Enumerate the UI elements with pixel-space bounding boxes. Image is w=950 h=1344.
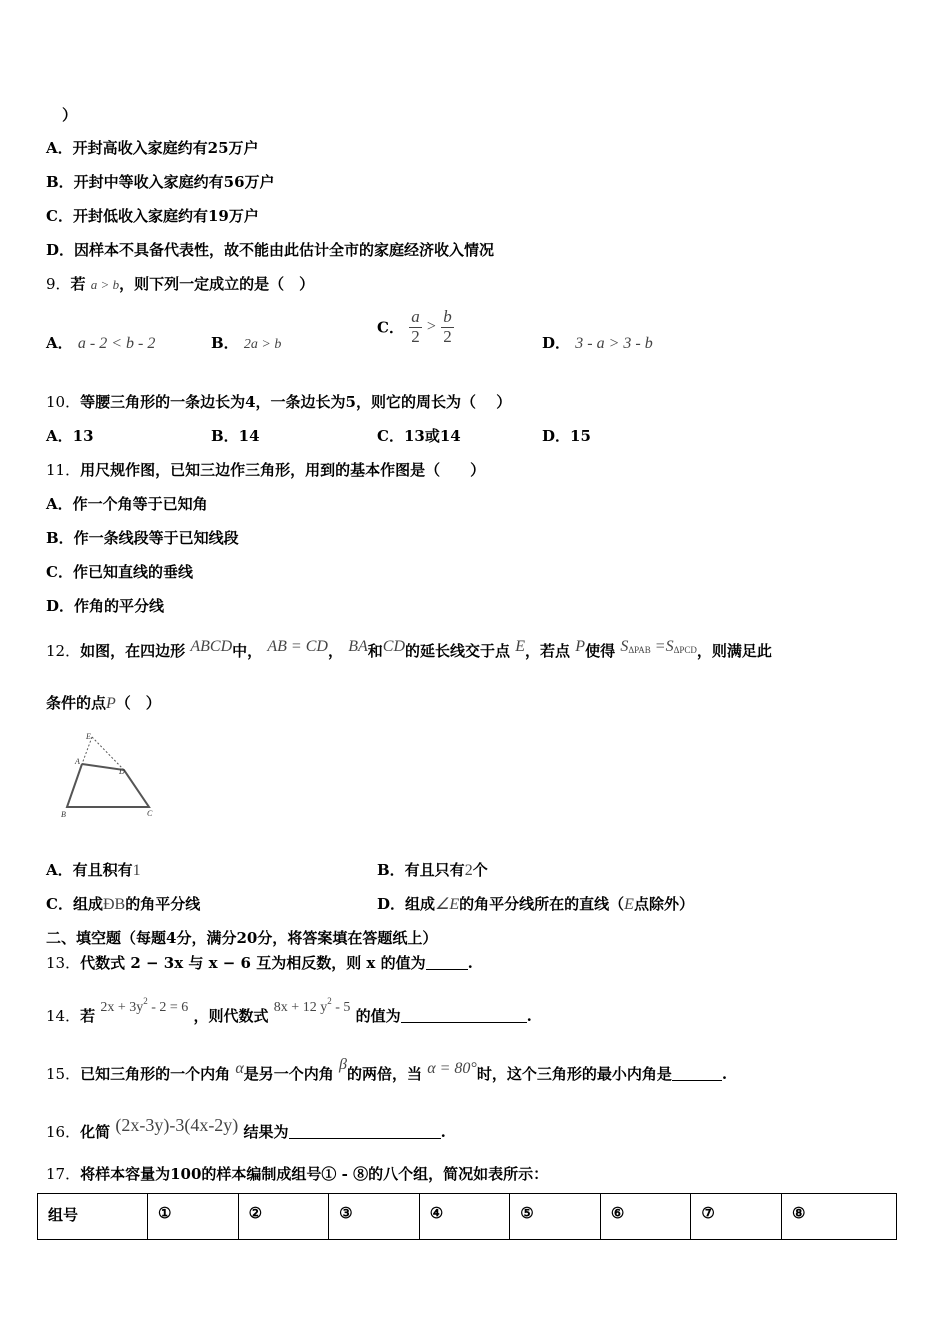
table-row <box>38 1194 897 1240</box>
q14-stem: 14．若 $2x + 3y^2 - 2 = 6$ ，则代数式 8x + 12 $y^2 - 5$ 的值为 . <box>46 996 532 1025</box>
label-d: D <box>119 767 125 776</box>
q14-answer-blank[interactable] <box>401 1010 527 1023</box>
q8-option-a[interactable]: A．开封高收入家庭约有25万户 <box>46 139 259 157</box>
q11-option-b[interactable]: B．作一条线段等于已知线段 <box>46 529 239 547</box>
q10-stem: 10．等腰三角形的一条边长为4，一条边长为5，则它的周长为（ ） <box>46 393 512 411</box>
q12-option-c[interactable]: C．组成ÐB的角平分线 <box>46 895 201 913</box>
table-cell: ③ <box>329 1194 420 1240</box>
extension-ba <box>82 737 92 764</box>
label-a: A <box>75 757 80 766</box>
group-table <box>37 1193 897 1240</box>
section-2-heading: 二、填空题（每题4分，满分20分，将答案填在答题纸上） <box>46 929 438 947</box>
q9-stem: 9．若 a > b，则下列一定成立的是（ ） <box>46 275 315 293</box>
table-cell: ④ <box>419 1194 510 1240</box>
q10-option-d[interactable]: D．15 <box>542 427 591 445</box>
q8-option-d[interactable]: D．因样本不具备代表性，故不能由此估计全市的家庭经济收入情况 <box>46 241 495 259</box>
q16-answer-blank[interactable] <box>289 1126 441 1139</box>
q12-option-d[interactable]: D．组成∠E的角平分线所在的直线（E点除外） <box>377 895 694 913</box>
label-b: B <box>61 810 66 819</box>
q16-stem: 16．化简 (2x-3y)-3(4x-2y) 结果为 . <box>46 1115 446 1141</box>
table-cell: 组号 <box>38 1194 148 1240</box>
q10-option-b[interactable]: B．14 <box>211 427 260 445</box>
q12-stem-line2: 条件的点P（ ） <box>46 694 161 712</box>
q11-option-a[interactable]: A．作一个角等于已知角 <box>46 495 208 513</box>
q11-option-c[interactable]: C．作已知直线的垂线 <box>46 563 193 581</box>
q8-option-c[interactable]: C．开封低收入家庭约有19万户 <box>46 207 259 225</box>
table-cell: ⑦ <box>691 1194 782 1240</box>
q13-answer-blank[interactable] <box>426 957 468 970</box>
q17-stem: 17．将样本容量为100的样本编制成组号① - ⑧的八个组，简况如表所示： <box>46 1165 549 1183</box>
quadrilateral-abcd <box>67 764 149 807</box>
table-cell: ② <box>238 1194 329 1240</box>
q8-tail: ） <box>62 106 78 124</box>
q9-option-a[interactable]: A． a - 2 < b - 2 <box>46 334 156 352</box>
q15-stem: 15．已知三角形的一个内角 α是另一个内角 β的两倍，当 α = 80°时，这个三角形的最小内角是 . <box>46 1056 728 1083</box>
table-cell: ⑥ <box>600 1194 691 1240</box>
q11-option-d[interactable]: D．作角的平分线 <box>46 597 165 615</box>
q10-option-c[interactable]: C．13或14 <box>377 427 461 445</box>
table-cell: ⑧ <box>782 1194 897 1240</box>
q12-option-b[interactable]: B．有且只有2个 <box>377 861 488 879</box>
q9-option-b[interactable]: B． 2a > b <box>211 334 282 352</box>
label-c: C <box>147 809 153 818</box>
q15-answer-blank[interactable] <box>672 1068 722 1081</box>
q11-stem: 11．用尺规作图，已知三边作三角形，用到的基本作图是（ ） <box>46 461 486 479</box>
q10-option-a[interactable]: A．13 <box>46 427 94 445</box>
q9-option-d[interactable]: D． 3 - a > 3 - b <box>542 334 653 352</box>
q12-stem: 12．如图，在四边形 ABCD中， AB = CD， BA和CD的延长线交于点 E，若点 P使得 $S_{\Delta PAB} =S_{\Delta PCD}$，则满足此 <box>46 638 772 660</box>
quadrilateral-figure <box>55 728 165 823</box>
table-cell: ⑤ <box>510 1194 601 1240</box>
extension-cd <box>92 737 124 770</box>
table-cell: ① <box>148 1194 239 1240</box>
q13-stem: 13．代数式 2 − 3x 与 x − 6 互为相反数，则 x 的值为 . <box>46 954 473 972</box>
q9-option-c[interactable]: C． $\frac{a}{2}$ > $\frac{b}{2}$ <box>377 307 452 346</box>
q12-option-a[interactable]: A．有且积有1 <box>46 861 141 879</box>
q8-option-b[interactable]: B．开封中等收入家庭约有56万户 <box>46 173 275 191</box>
label-e: E <box>86 732 91 741</box>
